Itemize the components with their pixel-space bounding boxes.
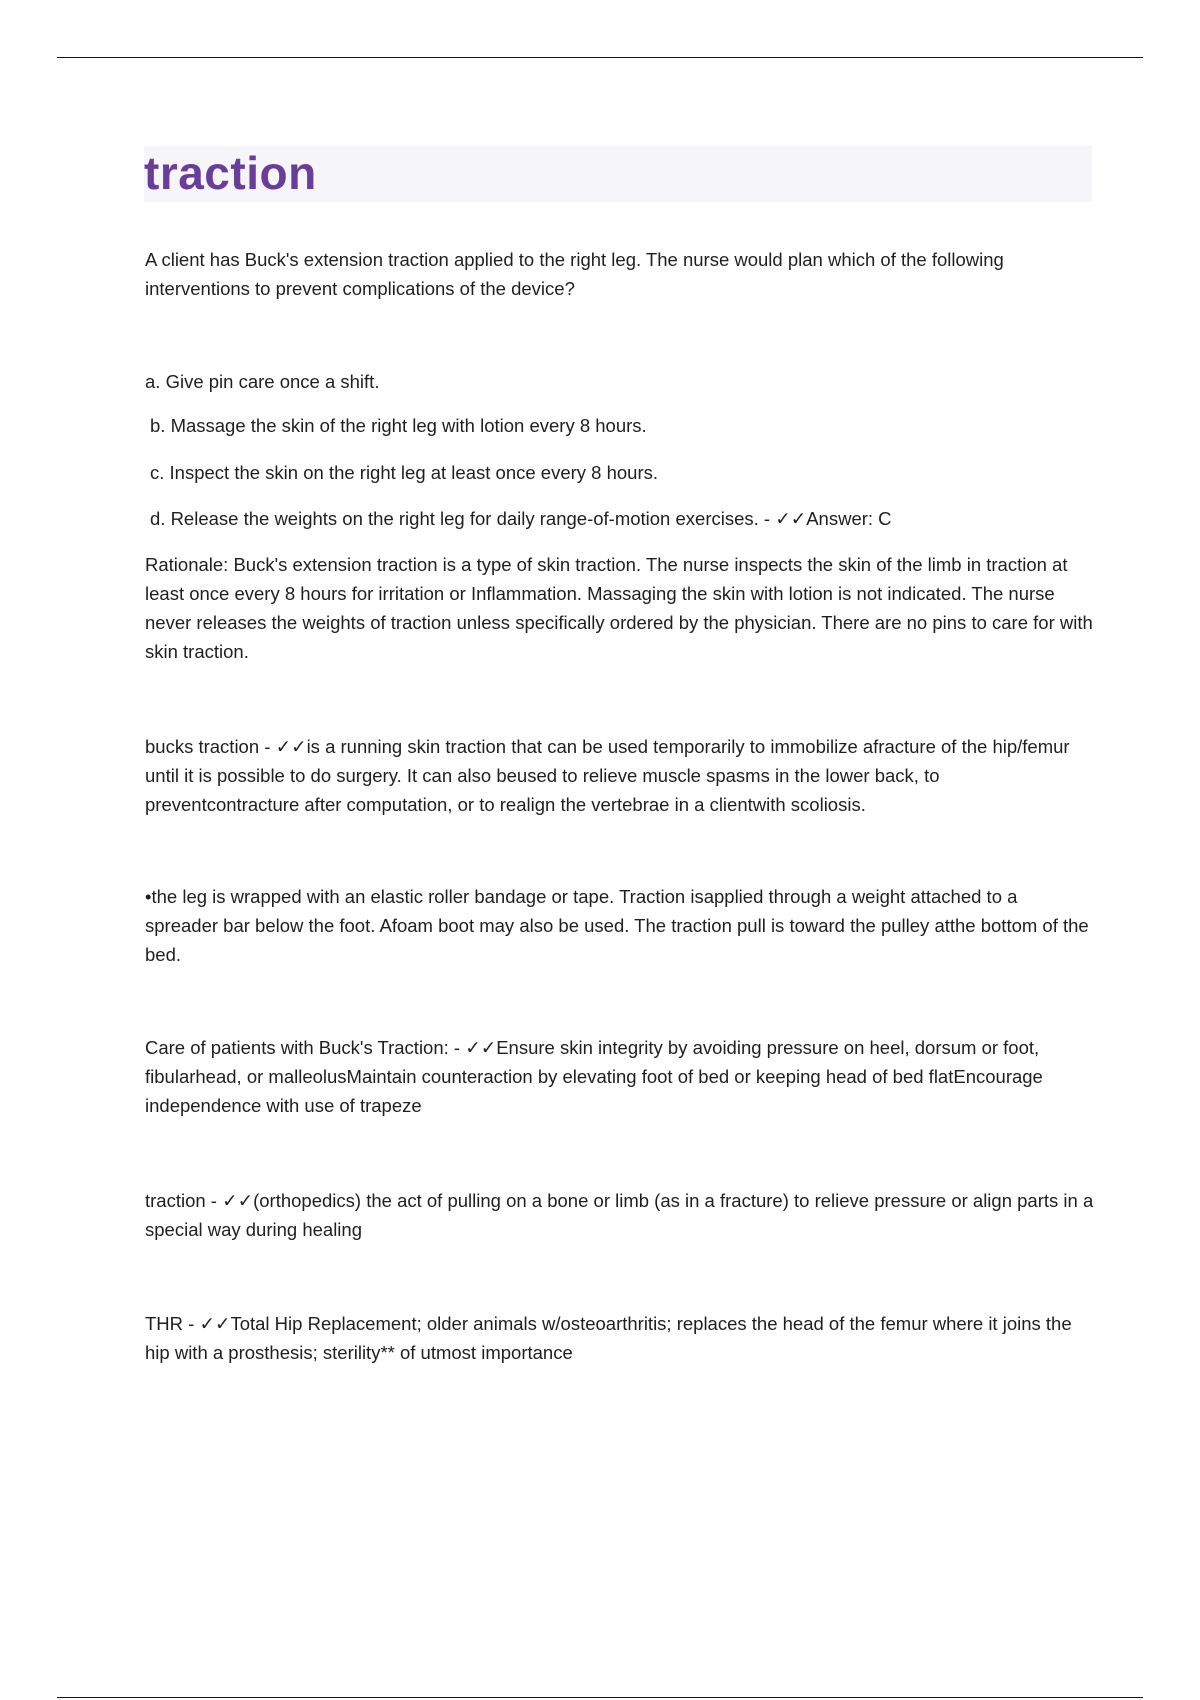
option-c: c. Inspect the skin on the right leg at least once every 8 hours. xyxy=(150,462,659,483)
entry-traction-definition: traction - ✓✓(orthopedics) the act of pulling on a bone or limb (as in a fracture) to relieve pressure or align parts in a special way during healing xyxy=(145,1190,1094,1240)
top-rule xyxy=(57,57,1143,58)
option-d: d. Release the weights on the right leg for daily range-of-motion exercises. - ✓✓Answer: C xyxy=(150,508,892,529)
entry-bucks-traction: bucks traction - ✓✓is a running skin traction that can be used temporarily to immobilize afracture of the hip/femur until it is possible to do surgery. It can also beused to relieve muscle spasms in the lower back, to preventcontracture after computation, or to realign the vertebrae in a clientwith scoliosis. xyxy=(145,736,1070,815)
option-b: b. Massage the skin of the right leg with lotion every 8 hours. xyxy=(150,415,647,436)
bottom-rule xyxy=(57,1697,1143,1698)
page-title: traction xyxy=(144,147,317,199)
entry-care-of-patients: Care of patients with Buck's Traction: - ✓✓Ensure skin integrity by avoiding pressure on heel, dorsum or foot, fibularhead, or malleolusMaintain counteraction by elevating foot of bed or keeping head of bed flatEncourage independence with use of trapeze xyxy=(145,1037,1043,1116)
entry-leg-wrapping: •the leg is wrapped with an elastic roller bandage or tape. Traction isapplied through a weight attached to a spreader bar below the foot. Afoam boot may also be used. The traction pull is toward the pulley atthe bottom of the bed. xyxy=(145,886,1089,965)
rationale: Rationale: Buck's extension traction is a type of skin traction. The nurse inspects the skin of the limb in traction at least once every 8 hours for irritation or Inflammation. Massaging the skin with lotion is not indicated. The nurse never releases the weights of traction unless specifically ordered by the physician. There are no pins to care for with skin traction. xyxy=(145,554,1093,662)
question-stem: A client has Buck's extension traction applied to the right leg. The nurse would plan which of the following interventions to prevent complications of the device? xyxy=(145,249,1004,299)
entry-thr: THR - ✓✓Total Hip Replacement; older animals w/osteoarthritis; replaces the head of the femur where it joins the hip with a prosthesis; sterility** of utmost importance xyxy=(145,1313,1072,1363)
option-a: a. Give pin care once a shift. xyxy=(145,371,380,392)
